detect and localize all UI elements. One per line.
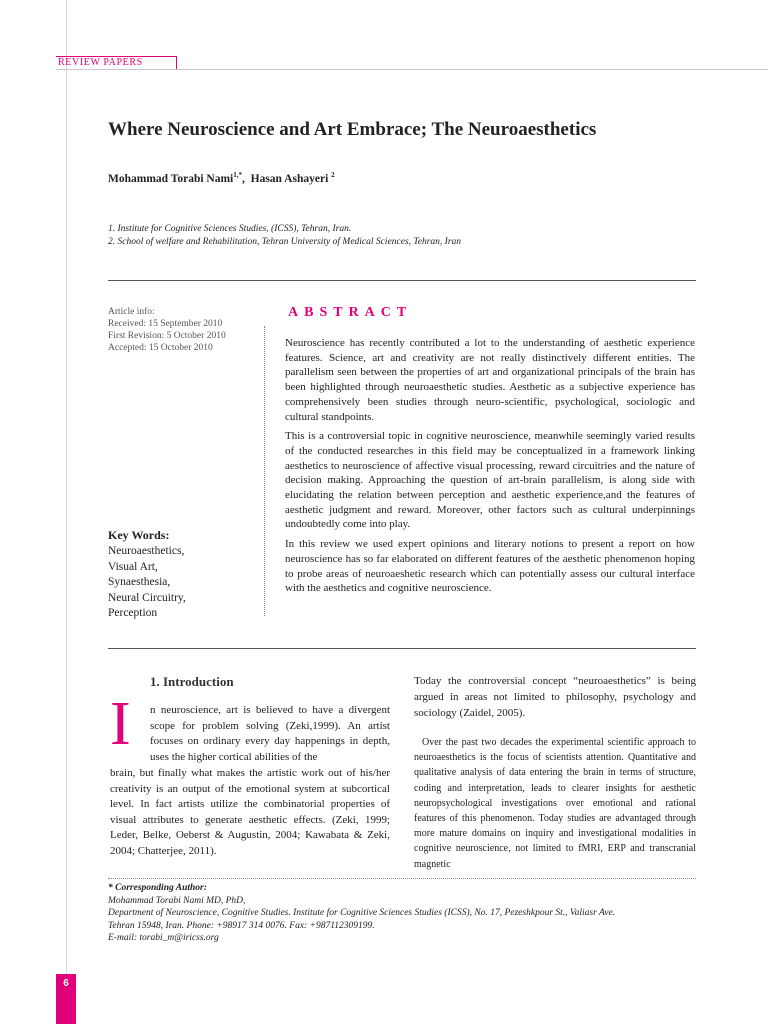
accepted-date: Accepted: 15 October 2010	[108, 343, 213, 353]
intro-col2-paragraph-1: Today the controversial concept “neuroaesthetics” is being argued in areas not limited to philosophy, psychology and sociology (Zaidel, 2005).	[414, 675, 696, 719]
abstract-body	[285, 336, 695, 601]
affiliation-1: 1. Institute for Cognitive Sciences Studies, (ICSS), Tehran, Iran.	[108, 224, 352, 234]
header-rule	[56, 69, 768, 70]
corresponding-email: E-mail: torabi_m@iricss.org	[108, 933, 219, 944]
corresponding-address-2: Tehran 15948, Iran. Phone: +98917 314 0076. Fax: +987112309199.	[108, 920, 375, 931]
revision-date: First Revision: 5 October 2010	[108, 331, 226, 341]
keyword-item: Neural Circuitry,	[108, 591, 186, 604]
footnote-divider	[108, 878, 696, 879]
keyword-item: Synaesthesia,	[108, 576, 171, 589]
corresponding-address-1: Department of Neuroscience, Cognitive Studies. Institute for Cognitive Sciences Studies (ICSS), No. 17, Pezeshkpour St., Valiasr Ave.	[108, 908, 616, 919]
author-name: Hasan Ashayeri	[250, 172, 329, 185]
corresponding-label: * Corresponding Author:	[108, 883, 207, 893]
author-line: Mohammad Torabi Nami$^{1,*}$, Hasan Ashayeri $^2$	[108, 171, 335, 185]
intro-col1-lead: n neuroscience, art is believed to have a divergent scope for problem solving (Zeki,1999). An artist focuses on ordinary every day happenings in depth, uses the higher cortical abilities of the	[150, 704, 390, 763]
article-info-label: Article info:	[108, 307, 155, 317]
section-rule	[108, 648, 696, 649]
abstract-paragraph: In this review we used expert opinions and literary notions to present a report on how neuroscience has so far elaborated on different features of the aesthetic phenomenon hoping to probe areas of neuroaeshetic research which can potentially assess our cultural interface with the aesthetics and cognitive neuroscience.	[285, 538, 695, 595]
corresponding-name: Mohammad Torabi Nami MD, PhD,	[108, 895, 246, 906]
section-rule	[108, 280, 696, 281]
column-divider	[264, 326, 265, 616]
author-name: Mohammad Torabi Nami	[108, 172, 234, 185]
abstract-paragraph: Neuroscience has recently contributed a lot to the understanding of aesthetic experience features. Science, art and creativity are not really distinctively different entities. The parallelism seen between the properties of art and organizational principals of the brain has been highlighted through neuroaesthetic studies. Aesthetic as a subjective experience has comprehensively been studies through neuro-scientific, psychological, sociologic and cultural standpoints.	[285, 337, 695, 423]
keyword-item: Perception	[108, 607, 158, 620]
keywords-list	[108, 544, 186, 622]
keyword-item: Visual Art,	[108, 560, 158, 573]
author-sup: 2	[331, 171, 335, 179]
intro-col1-rest: brain, but finally what makes the artistic work out of his/her creativity is an output of the emotional system at subcortical level. In fact artists utilize the combinatorial properties of visual attributes to generate aesthetic effects. (Zeki, 1999; Leder, Belke, Oeberst & Augustin, 2004; Kawabata & Zeki, 2004; Chatterjee, 2011).	[110, 767, 390, 857]
keywords-title: Key Words:	[108, 528, 170, 542]
affiliation-2: 2. School of welfare and Rehabilitation, Tehran University of Medical Sciences, Tehran, Iran	[108, 237, 462, 247]
drop-cap: I	[110, 690, 131, 758]
author-sup: 1,*	[233, 171, 242, 179]
section-label: REVIEW PAPERS	[56, 56, 177, 69]
intro-col2-paragraph-2: Over the past two decades the experimental scientific approach to neuroaesthetics is the focus of scientists attention. Quantitative and qualitative analysis of data entering the brain in terms of structure, coding and interpretation, leads to clearer insights for aesthetic neuropsychological investigations over emotional and rational features of this phenomenon. Today studies are advantaged through more mature domains on inquiry and investigational modalities in cognitive neuroscience, not limited to fMRI, ERP and transcranial magnetic	[414, 737, 696, 870]
introduction-heading: 1. Introduction	[150, 674, 234, 689]
article-info	[108, 306, 226, 354]
received-date: Received: 15 September 2010	[108, 319, 223, 329]
keyword-item: Neuroaesthetics,	[108, 545, 185, 557]
abstract-paragraph: This is a controversial topic in cognitive neuroscience, meanwhile seemingly varied results of the conducted researches in this field may be conceptualized in a framework linking aesthetics to neuroscience of affective visual processing, reward circuitries and the nature of decision making. Approaching the question of art-brain parallelism, is along side with elucidating the relation between perception and aesthetic experience,and the features of aesthetic judgment and reward. Moreover, other factors such as cultural underpinnings undoubtedly come into play.	[285, 430, 695, 531]
corresponding-author	[108, 882, 708, 945]
abstract-heading: ABSTRACT	[288, 305, 413, 320]
page-number: 6	[56, 974, 76, 1024]
paper-title: Where Neuroscience and Art Embrace; The Neuroaesthetics	[108, 119, 597, 140]
left-margin-line	[66, 0, 67, 1024]
